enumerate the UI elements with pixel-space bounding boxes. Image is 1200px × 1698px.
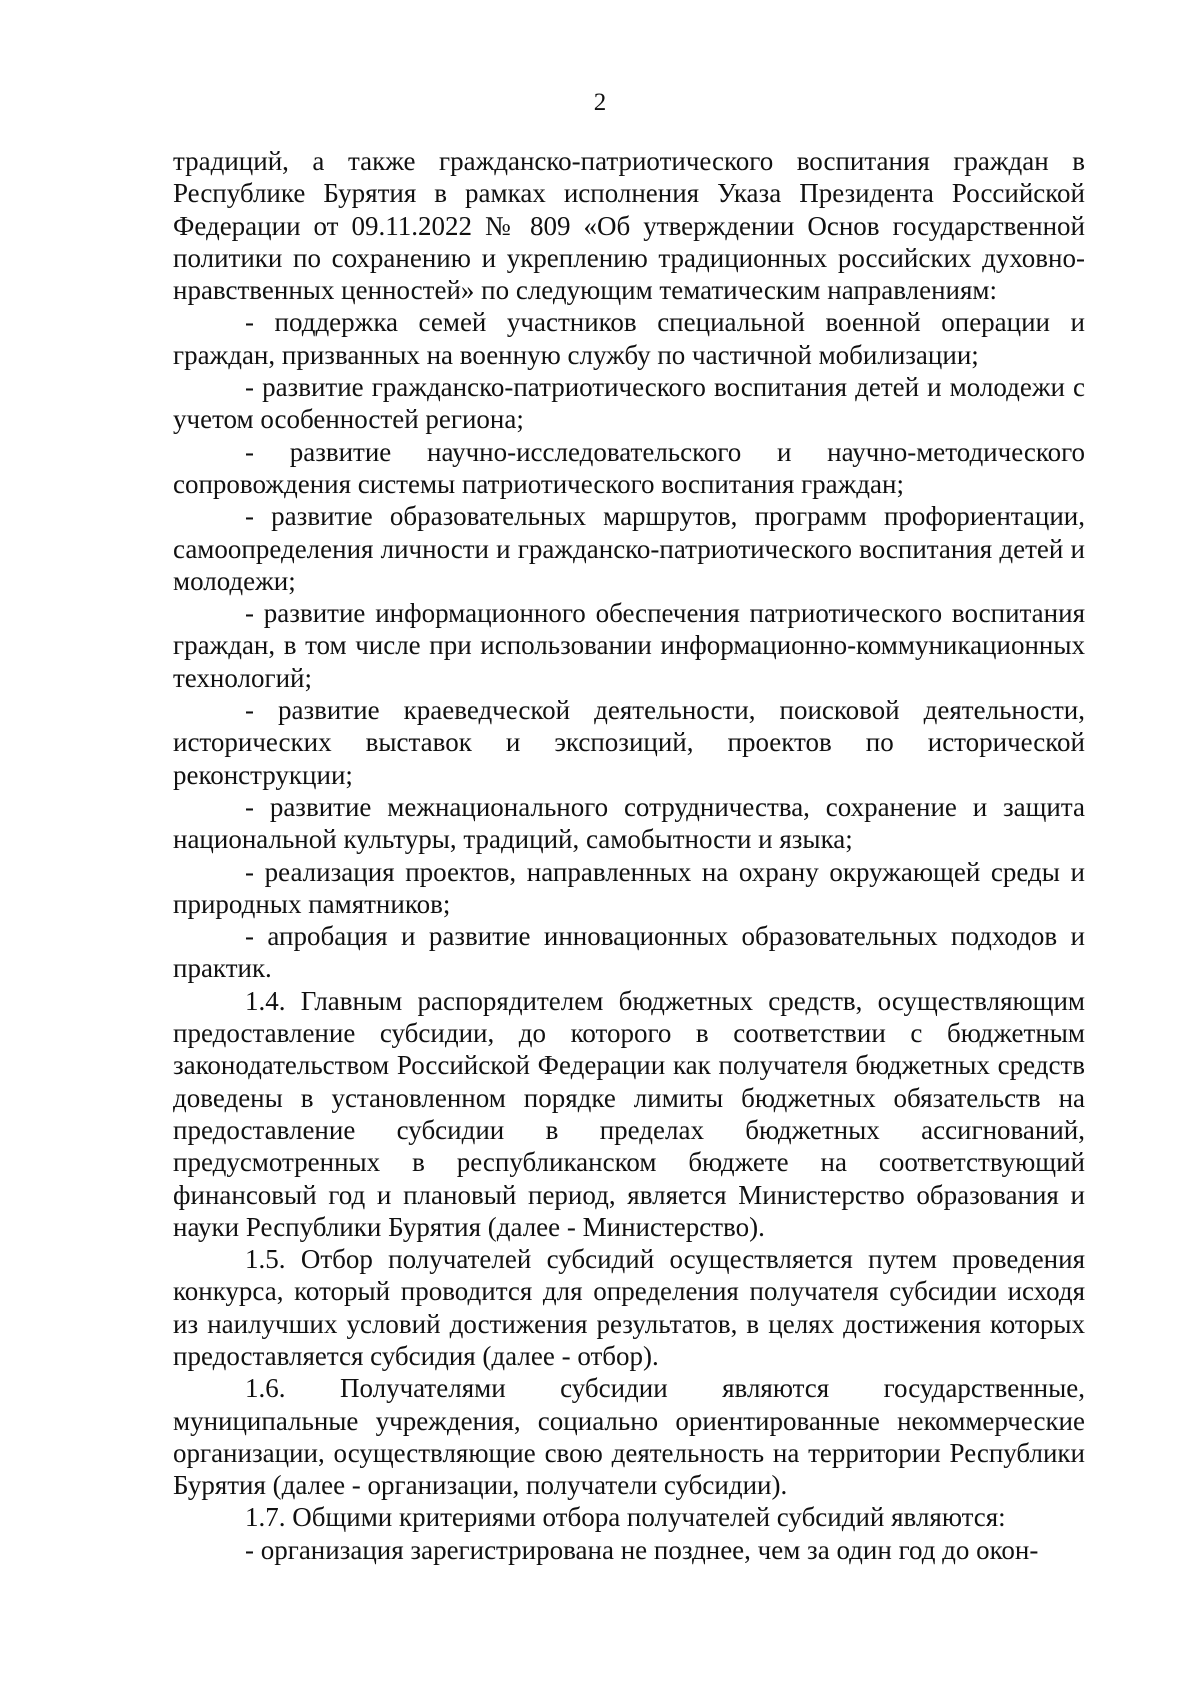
paragraph-1-6: 1.6. Получателями субсидии являются государственные, муниципальные учреждения, социально ориентированные некоммерческие организации, осуществляющие свою деятельность на территории Республики Бурятия (далее - организации, получатели субсидии). [173, 1373, 1085, 1501]
list-item-educational-routes: - развитие образовательных маршрутов, программ профориентации, самоопределения личности и гражданско-патриотического воспитания детей и молодежи; [173, 501, 1085, 596]
paragraph-1-7: 1.7. Общими критериями отбора получателей субсидий являются: [245, 1502, 1006, 1533]
list-item-local-history: - развитие краеведческой деятельности, поисковой деятельности, исторических выставок и экспозиций, проектов по исторической реконструкции; [173, 695, 1085, 790]
page-number: 2 [593, 89, 607, 116]
document-body [173, 145, 1085, 1566]
list-item-patriotic-education: - развитие гражданско-патриотического воспитания детей и молодежи с учетом особенностей региона; [173, 372, 1085, 435]
list-item-interethnic-cooperation: - развитие межнационального сотрудничества, сохранение и защита национальной культуры, традиций, самобытности и языка; [173, 791, 1085, 855]
list-item-environment: - реализация проектов, направленных на охрану окружающей среды и природных памятников; [173, 856, 1085, 919]
list-item-research-support: - развитие научно-исследовательского и научно-методического сопровождения системы патриотического воспитания граждан; [173, 436, 1085, 499]
paragraph-1-5: 1.5. Отбор получателей субсидий осуществляется путем проведения конкурса, который проводится для определения получателя субсидии исходя из наилучших условий достижения результатов, в целях достижения которых предоставляется субсидия (далее - отбор). [173, 1244, 1085, 1371]
list-item-svo-families: - поддержка семей участников специальной военной операции и граждан, призванных на военную службу по частичной мобилизации; [173, 307, 1085, 370]
list-item-information-support: - развитие информационного обеспечения патриотического воспитания граждан, в том числе при использовании информационно-коммуникационных технологий; [173, 598, 1085, 693]
list-item-registration: - организация зарегистрирована не позднее, чем за один год до окон- [245, 1534, 1039, 1565]
list-item-innovation: - апробация и развитие инновационных образовательных подходов и практик. [173, 921, 1085, 984]
paragraph-intro: традиций, а также гражданско-патриотического воспитания граждан в Республике Бурятия в рамках исполнения Указа Президента Российской Федерации от 09.11.2022 № 809 «Об утверждении Основ государственной политики по сохранению и укреплению традиционных российских духовно-нравственных ценностей» по следующим тематическим направлениям: [173, 146, 1085, 306]
paragraph-1-4: 1.4. Главным распорядителем бюджетных средств, осуществляющим предоставление субсидии, до которого в соответствии с бюджетным законодательством Российской Федерации как получателя бюджетных средств доведены в установленном порядке лимиты бюджетных обязательств на предоставление субсидии в пределах бюджетных ассигнований, предусмотренных в республиканском бюджете на соответствующий финансовый год и плановый период, является Министерство образования и науки Республики Бурятия (далее - Министерство). [173, 985, 1085, 1242]
